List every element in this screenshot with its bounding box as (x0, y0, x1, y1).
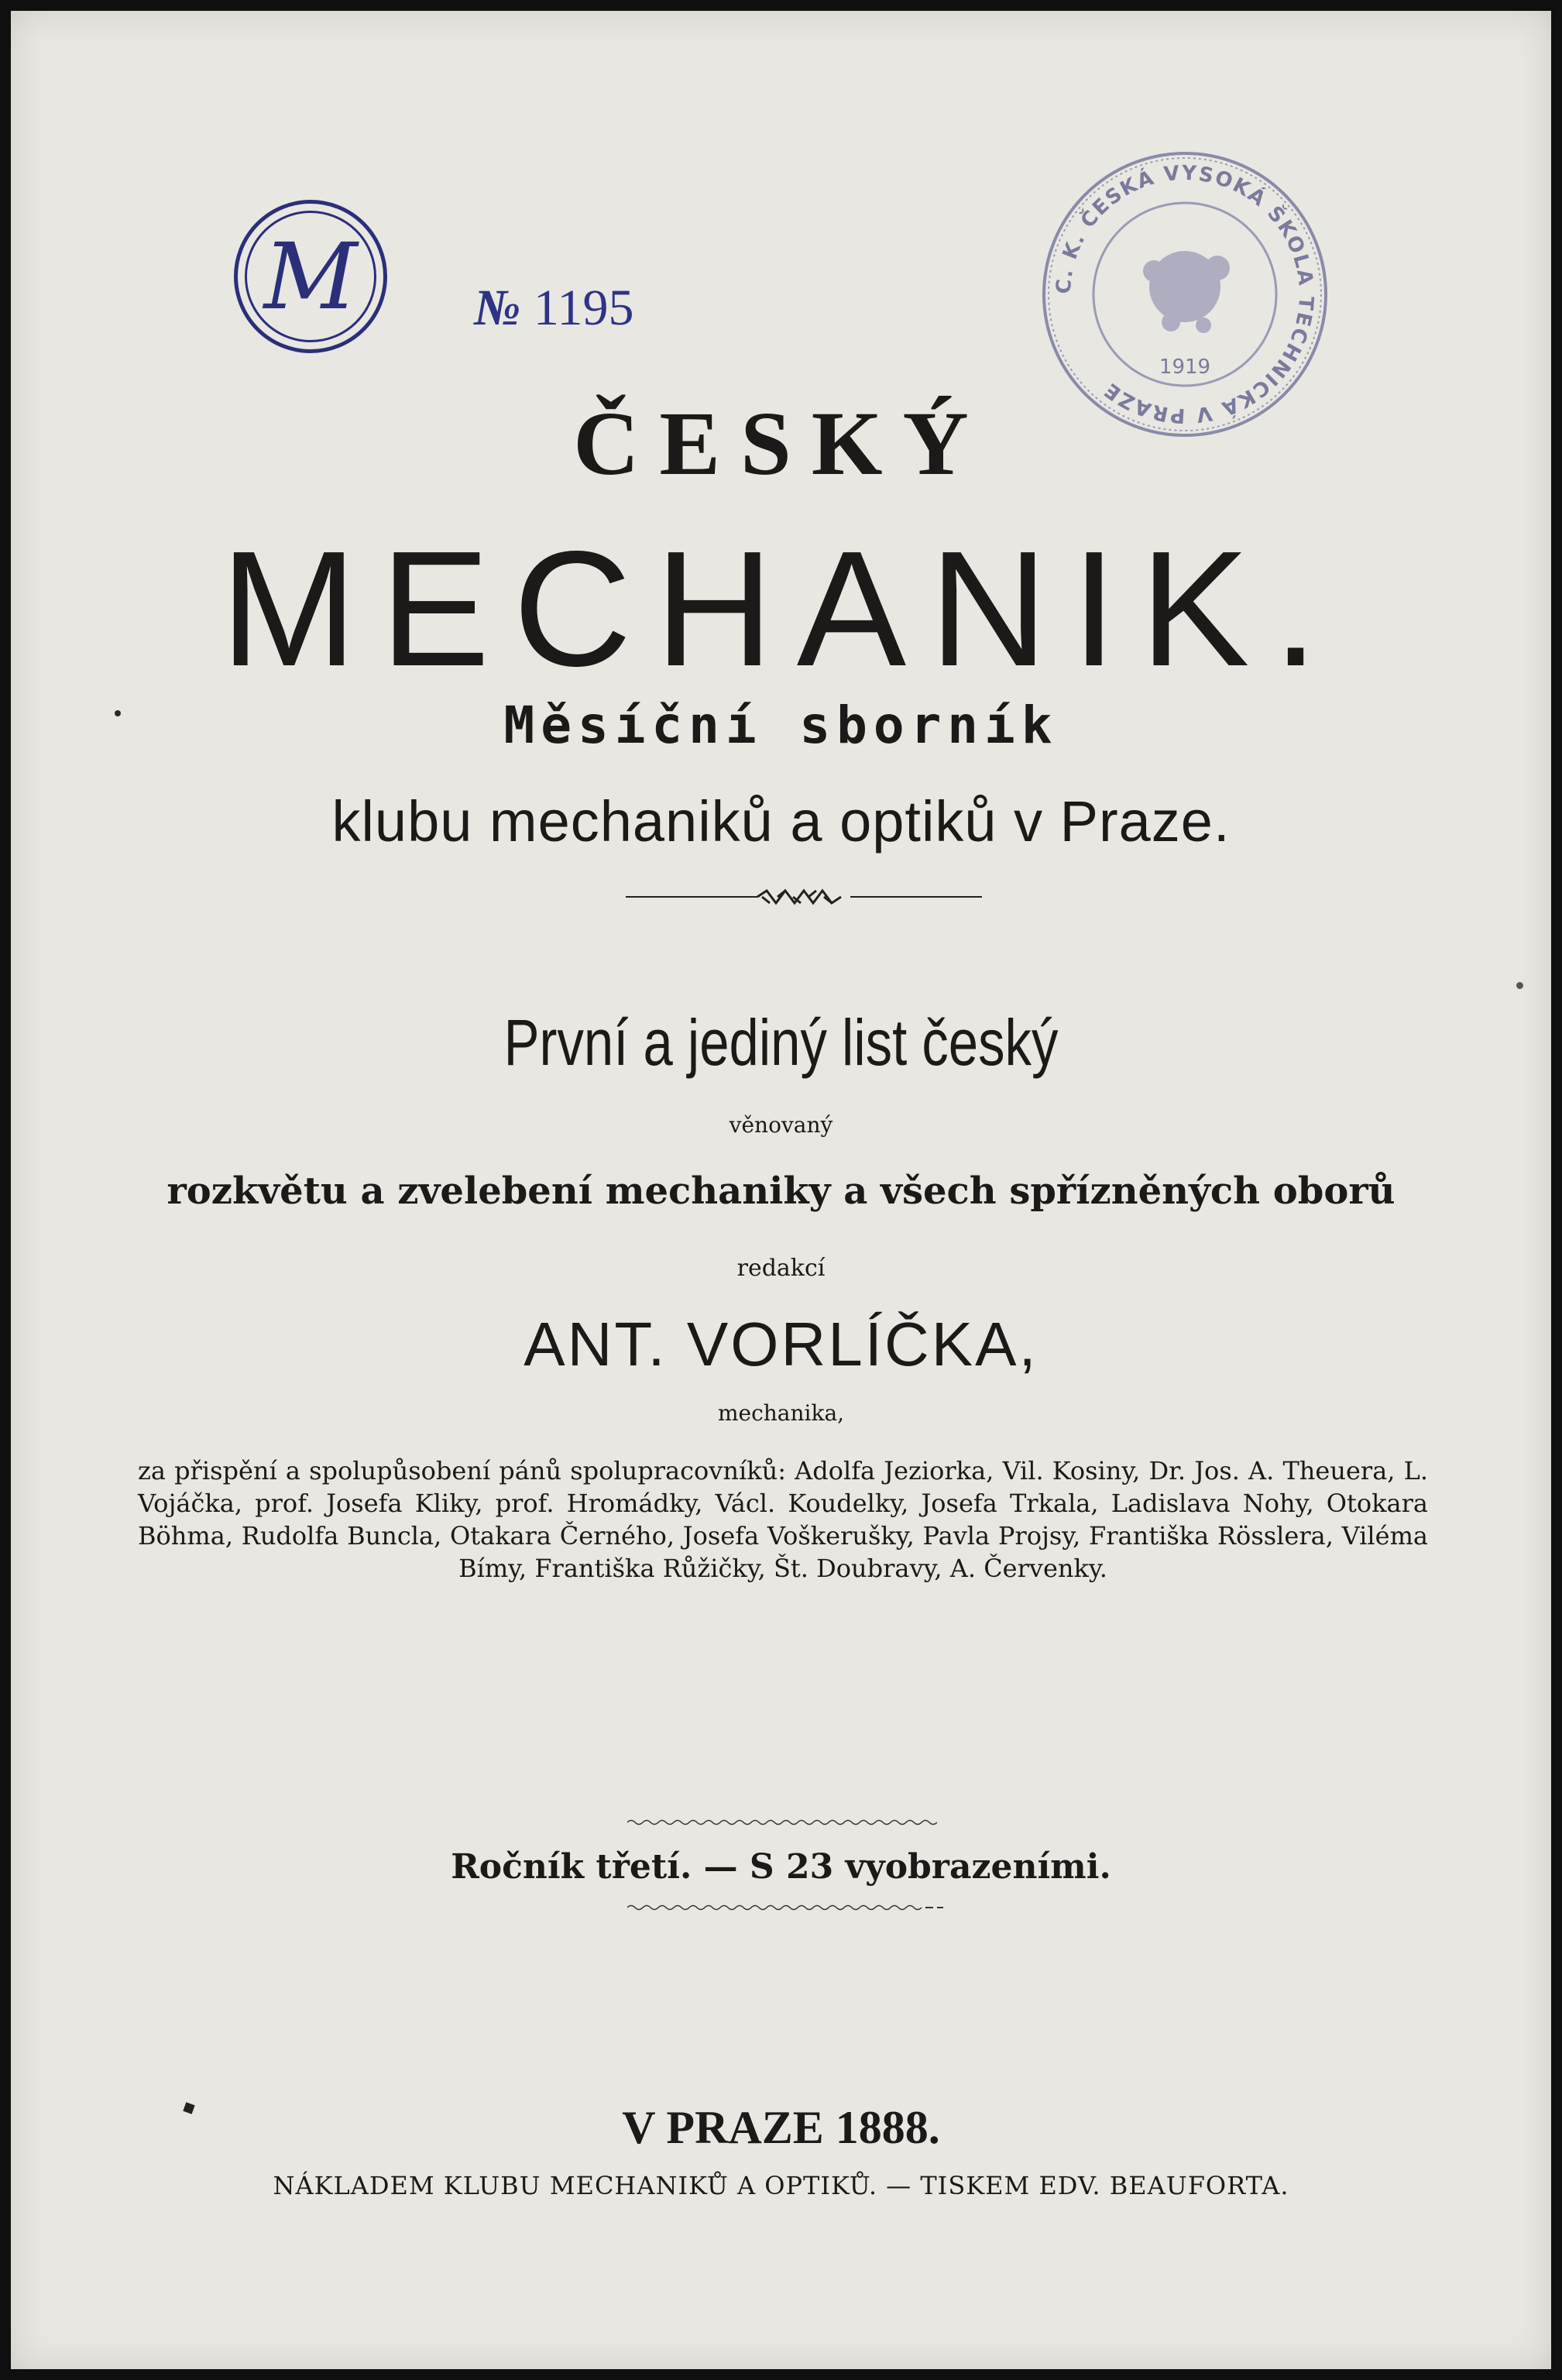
monogram-stamp (234, 200, 387, 353)
editor-name: ANT. VORLÍČKA, (524, 1310, 1038, 1379)
imprint-publisher: NÁKLADEM KLUBU MECHANIKŮ A OPTIKŮ. — TISKEM EDV. BEAUFORTA. (273, 2171, 1289, 2200)
seal-year: 1919 (1159, 355, 1211, 379)
subtitle-line-1: Měsíční sborník (503, 695, 1059, 755)
catalog-number (474, 279, 633, 338)
description-line-1: První a jediný list český (503, 1006, 1059, 1079)
imprint-place-year: V PRAZE 1888. (622, 2102, 940, 2153)
title-line-1: ČESKÝ (573, 393, 989, 494)
editor-label: redakcí (736, 1255, 826, 1282)
subtitle-line-2: klubu mechaniků a optiků v Praze. (331, 789, 1231, 853)
description-line-3: rozkvětu a zvelebení mechaniky a všech spřízněných oborů (166, 1169, 1396, 1213)
seal-text: C. K. ČESKÁ VYSOKÁ ŠKOLA TECHNICKÁ V PRAZE (1052, 161, 1318, 428)
volume-line: Ročník třetí. — S 23 vyobrazeními. (451, 1847, 1111, 1887)
editor-profession: mechanika, (717, 1400, 845, 1426)
title-line-2: MECHANIK. (220, 517, 1342, 700)
wavy-rule-top (627, 1818, 937, 1826)
wavy-rule-bottom (627, 1904, 945, 1911)
paper-speck (1516, 982, 1523, 989)
description-line-2: věnovaný (729, 1112, 833, 1138)
paper-speck (115, 710, 121, 716)
monogram-letter: M (245, 211, 376, 342)
number-sign: № (474, 280, 521, 336)
number-value: 1195 (533, 280, 634, 336)
contributors-paragraph: za přispění a spolupůsobení pánů spolupracovníků: Adolfa Jeziorka, Vil. Kosiny, Dr. Jos. A. Theuera, L. Vojáčka, prof. Josefa Kliky, prof. Hromádky, Václ. Koudelky, Josefa Trkala, Ladislava Nohy, Otokara Böhma, Rudolfa Buncla, Otakara Černého, Josefa Voškerušky, Pavla Projsy, Františka Rösslera, Viléma Bímy, Františka Růžičky, Št. Doubravy, A. Červenky. (138, 1456, 1428, 1583)
ornament-divider (626, 883, 982, 911)
